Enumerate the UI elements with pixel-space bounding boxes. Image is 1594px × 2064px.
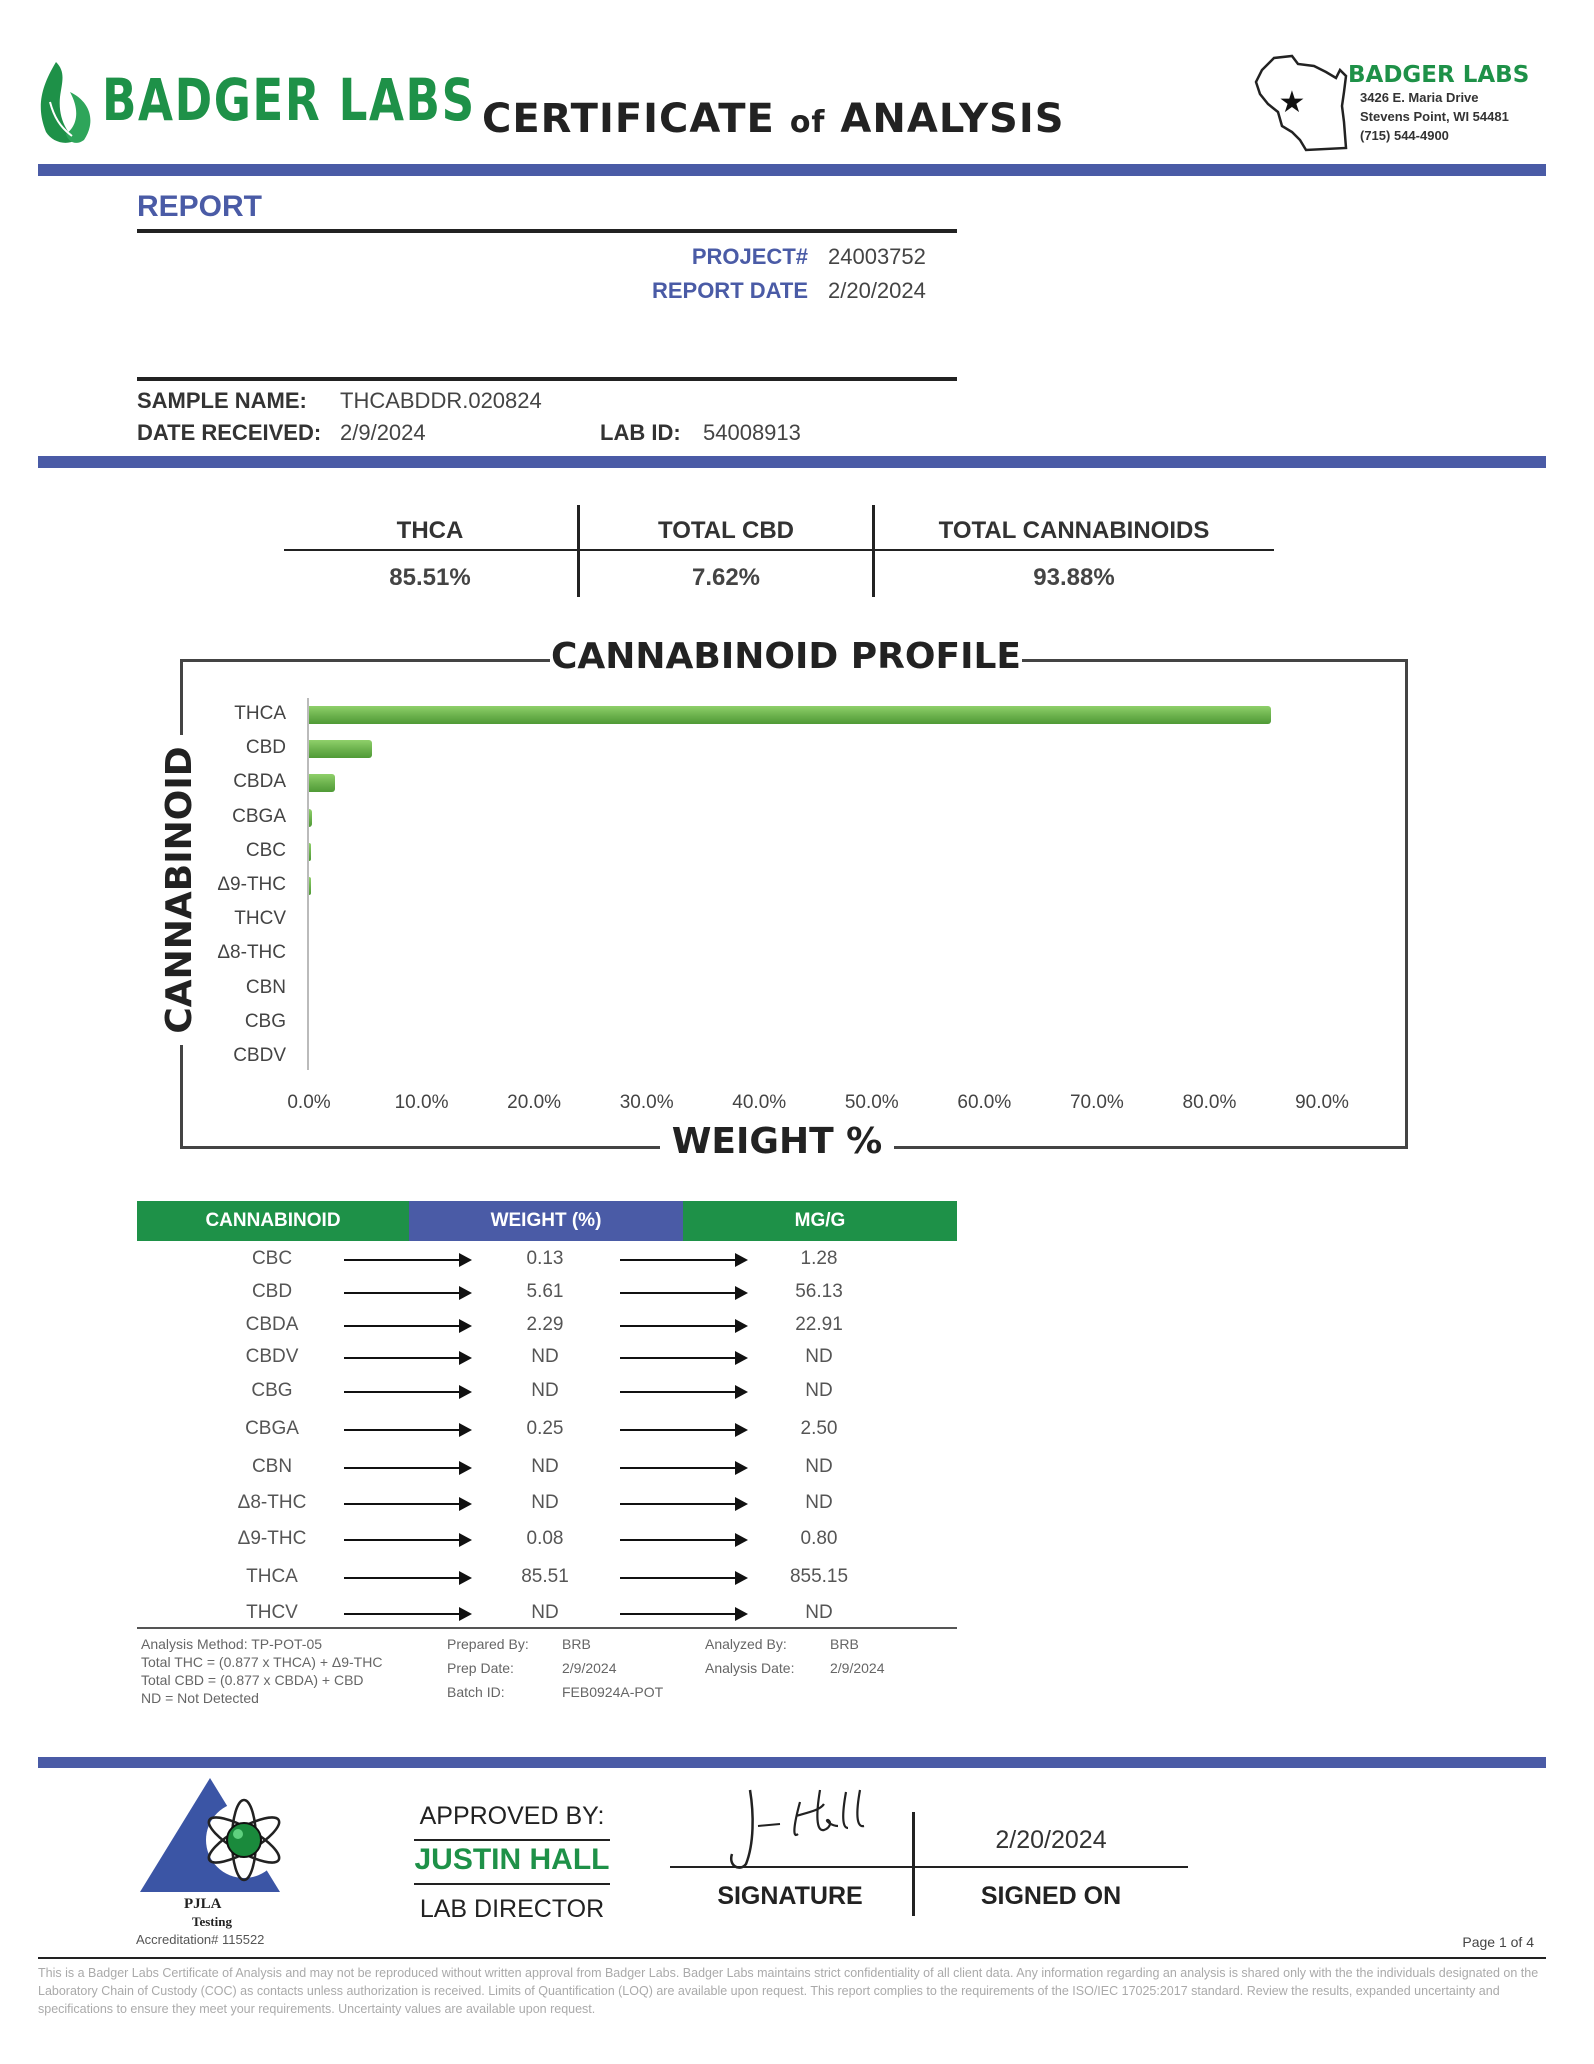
y-tick-label: THCV <box>234 908 286 930</box>
pjla-name: PJLA <box>184 1896 222 1912</box>
accreditation-number: Accreditation# 115522 <box>136 1932 265 1947</box>
mgg-value: 0.80 <box>800 1528 838 1549</box>
arrow-icon <box>620 1577 736 1579</box>
logo-wordmark: BADGER LABS <box>102 66 476 134</box>
sample-name-label: SAMPLE NAME: <box>137 388 307 413</box>
document-title: CERTIFICATE of ANALYSIS <box>482 96 1065 142</box>
approver-rule-2 <box>414 1883 610 1885</box>
arrow-icon <box>344 1467 460 1469</box>
mgg-value: 56.13 <box>795 1281 843 1302</box>
arrow-icon <box>620 1539 736 1541</box>
arrow-icon <box>344 1503 460 1505</box>
cannabinoid-name: CBN <box>251 1456 293 1477</box>
bar-cbga <box>309 809 312 827</box>
cannabinoid-name: Δ9-THC <box>237 1528 307 1549</box>
mgg-value: 22.91 <box>795 1314 843 1335</box>
analysis-date-value: 2/9/2024 <box>830 1660 885 1676</box>
mgg-value: ND <box>805 1602 833 1623</box>
x-tick-label: 50.0% <box>844 1092 899 1113</box>
bar--9-thc <box>309 877 311 895</box>
mgg-value: ND <box>805 1492 833 1513</box>
arrow-icon <box>620 1292 736 1294</box>
lab-id-value: 54008913 <box>703 420 801 445</box>
address-line1: 3426 E. Maria Drive <box>1360 90 1479 105</box>
y-tick-label: CBDV <box>233 1045 286 1066</box>
x-tick-label: 90.0% <box>1295 1092 1349 1113</box>
arrow-icon <box>620 1503 736 1505</box>
signature-divider <box>912 1812 915 1916</box>
leaf-logo-icon <box>36 62 94 146</box>
summary-header-total-cannabinoids: TOTAL CANNABINOIDS <box>938 517 1210 544</box>
x-tick-label: 80.0% <box>1182 1092 1237 1113</box>
prepared-by-value: BRB <box>562 1636 591 1652</box>
approver-name: JUSTIN HALL <box>414 1843 610 1876</box>
lab-id-label: LAB ID: <box>600 420 681 445</box>
report-rule-top <box>137 229 957 233</box>
cannabinoid-name: CBD <box>251 1281 293 1302</box>
x-tick-label: 10.0% <box>394 1092 449 1113</box>
header-divider <box>38 164 1546 176</box>
weight-value: ND <box>531 1346 559 1367</box>
arrow-icon <box>344 1613 460 1615</box>
arrow-icon <box>344 1577 460 1579</box>
date-received-label: DATE RECEIVED: <box>137 420 322 445</box>
weight-value: 2.29 <box>526 1314 564 1335</box>
chart-y-axis-label: CANNABINOID <box>159 735 203 1045</box>
summary-divider-2 <box>872 505 875 597</box>
weight-value: 85.51 <box>521 1566 569 1587</box>
section-divider <box>38 456 1546 468</box>
summary-rule <box>284 549 1274 551</box>
weight-value: 0.25 <box>526 1418 564 1439</box>
nd-legend: ND = Not Detected <box>141 1690 259 1706</box>
arrow-icon <box>620 1325 736 1327</box>
report-heading: REPORT <box>137 190 263 223</box>
bar-cbda <box>309 774 335 792</box>
total-thc-formula: Total THC = (0.877 x THCA) + Δ9-THC <box>141 1654 383 1670</box>
x-tick-label: 0.0% <box>287 1092 331 1113</box>
report-rule-bottom <box>137 377 957 381</box>
arrow-icon <box>620 1391 736 1393</box>
summary-value-total-cannabinoids: 93.88% <box>1033 564 1115 591</box>
address-company: BADGER LABS <box>1348 62 1530 88</box>
chart-title: CANNABINOID PROFILE <box>550 636 1021 677</box>
approved-by-label: APPROVED BY: <box>419 1802 605 1830</box>
y-tick-label: CBC <box>245 839 286 861</box>
cannabinoid-name: CBDA <box>245 1314 299 1335</box>
arrow-icon <box>344 1539 460 1541</box>
arrow-icon <box>620 1467 736 1469</box>
bar-cbc <box>309 843 311 861</box>
mgg-value: 855.15 <box>789 1566 849 1587</box>
y-tick-label: CBD <box>245 737 286 759</box>
report-date-value: 2/20/2024 <box>828 278 926 303</box>
cannabinoid-name: THCV <box>246 1602 298 1623</box>
x-tick-label: 20.0% <box>507 1092 562 1113</box>
batch-id-value: FEB0924A-POT <box>562 1684 664 1700</box>
signature-label: SIGNATURE <box>717 1882 863 1910</box>
total-cbd-formula: Total CBD = (0.877 x CBDA) + CBD <box>141 1672 364 1688</box>
analyzed-by-value: BRB <box>830 1636 859 1652</box>
weight-value: 5.61 <box>526 1281 564 1302</box>
analysis-method: Analysis Method: TP-POT-05 <box>141 1636 323 1652</box>
sample-name-value: THCABDDR.020824 <box>340 388 542 413</box>
batch-id-label: Batch ID: <box>447 1684 505 1700</box>
mgg-value: ND <box>805 1456 833 1477</box>
prep-date-value: 2/9/2024 <box>562 1660 617 1676</box>
y-tick-label: CBDA <box>233 771 286 793</box>
cannabinoid-name: CBC <box>251 1248 293 1269</box>
disclaimer: This is a Badger Labs Certificate of Analysis and may not be reproduced without written approval from Badger Labs. Badger Labs maintains strict confidentiality of all client data. Any information regarding an analysis is shared only with the the individuals designated on the Laboratory Chain of Custody (COC) as contacts unless authorization is received. Limits of Quantification (LOQ) are available upon request. This report complies to the requirements of the ISO/IEC 17025:2017 standard. Review the results, expanded uncertainty and specifications to ensure they meet your requirements. Uncertainty values are available upon request. <box>38 1966 1539 2016</box>
analysis-date-label: Analysis Date: <box>705 1660 795 1676</box>
y-tick-label: CBGA <box>232 805 286 827</box>
svg-text:★: ★ <box>1278 85 1306 120</box>
arrow-icon <box>344 1292 460 1294</box>
table-header-cannabinoid: CANNABINOID <box>137 1201 409 1241</box>
summary-value-thca: 85.51% <box>389 564 471 591</box>
y-tick-label: Δ8-THC <box>217 942 286 964</box>
bar-thca <box>309 706 1271 724</box>
prepared-by-label: Prepared By: <box>447 1636 529 1652</box>
mgg-value: ND <box>805 1346 833 1367</box>
mgg-value: ND <box>805 1380 833 1401</box>
signed-on-value: 2/20/2024 <box>995 1826 1107 1854</box>
prep-date-label: Prep Date: <box>447 1660 514 1676</box>
arrow-icon <box>620 1613 736 1615</box>
y-tick-label: CBG <box>244 1010 286 1032</box>
x-tick-label: 30.0% <box>619 1092 674 1113</box>
weight-value: 0.13 <box>526 1248 564 1269</box>
arrow-icon <box>620 1357 736 1359</box>
arrow-icon <box>344 1357 460 1359</box>
summary-header-total-cbd: TOTAL CBD <box>658 517 794 544</box>
bar-cbd <box>309 740 372 758</box>
arrow-icon <box>344 1429 460 1431</box>
approver-rule-1 <box>414 1839 610 1841</box>
arrow-icon <box>620 1429 736 1431</box>
x-tick-label: 60.0% <box>957 1092 1012 1113</box>
project-value: 24003752 <box>828 244 926 269</box>
summary-value-total-cbd: 7.62% <box>691 564 761 591</box>
page-number: Page 1 of 4 <box>1462 1934 1534 1950</box>
x-tick-label: 70.0% <box>1069 1092 1124 1113</box>
wisconsin-map-icon <box>1252 50 1352 154</box>
arrow-icon <box>344 1259 460 1261</box>
cannabinoid-name: CBGA <box>245 1418 299 1439</box>
table-header-weight: WEIGHT (%) <box>409 1201 683 1241</box>
weight-value: ND <box>531 1492 559 1513</box>
report-date-label: REPORT DATE <box>651 278 808 303</box>
weight-value: 0.08 <box>526 1528 564 1549</box>
analyzed-by-label: Analyzed By: <box>705 1636 787 1652</box>
y-tick-label: THCA <box>234 703 286 724</box>
arrow-icon <box>344 1391 460 1393</box>
cannabinoid-name: THCA <box>246 1566 298 1587</box>
signed-on-label: SIGNED ON <box>980 1882 1122 1910</box>
footer-rule <box>38 1957 1546 1959</box>
address-phone: (715) 544-4900 <box>1360 128 1449 143</box>
chart-x-axis-label: WEIGHT % <box>660 1121 894 1162</box>
arrow-icon <box>620 1259 736 1261</box>
pjla-logo-icon <box>140 1778 290 1898</box>
cannabinoid-name: Δ8-THC <box>237 1492 307 1513</box>
pjla-testing: Testing <box>192 1914 232 1929</box>
weight-value: ND <box>531 1380 559 1401</box>
cannabinoid-name: CBDV <box>245 1346 299 1367</box>
summary-header-thca: THCA <box>396 517 464 544</box>
y-tick-label: CBN <box>245 976 286 998</box>
y-tick-label: Δ9-THC <box>217 874 286 895</box>
summary-divider-1 <box>577 505 580 597</box>
mgg-value: 2.50 <box>800 1418 838 1439</box>
cannabinoid-name: CBG <box>251 1380 293 1401</box>
weight-value: ND <box>531 1602 559 1623</box>
signature-image <box>720 1784 880 1874</box>
date-received-value: 2/9/2024 <box>340 420 426 445</box>
approver-title: LAB DIRECTOR <box>419 1895 605 1923</box>
table-header-mgg: MG/G <box>683 1201 957 1241</box>
mgg-value: 1.28 <box>800 1248 838 1269</box>
arrow-icon <box>344 1325 460 1327</box>
weight-value: ND <box>531 1456 559 1477</box>
chart-frame <box>180 659 1408 1149</box>
x-tick-label: 40.0% <box>732 1092 787 1113</box>
approval-divider <box>38 1757 1546 1768</box>
project-label: PROJECT# <box>691 244 808 269</box>
signature-rule <box>670 1866 1188 1868</box>
address-line2: Stevens Point, WI 54481 <box>1360 109 1509 124</box>
table-bottom-rule <box>137 1627 957 1629</box>
